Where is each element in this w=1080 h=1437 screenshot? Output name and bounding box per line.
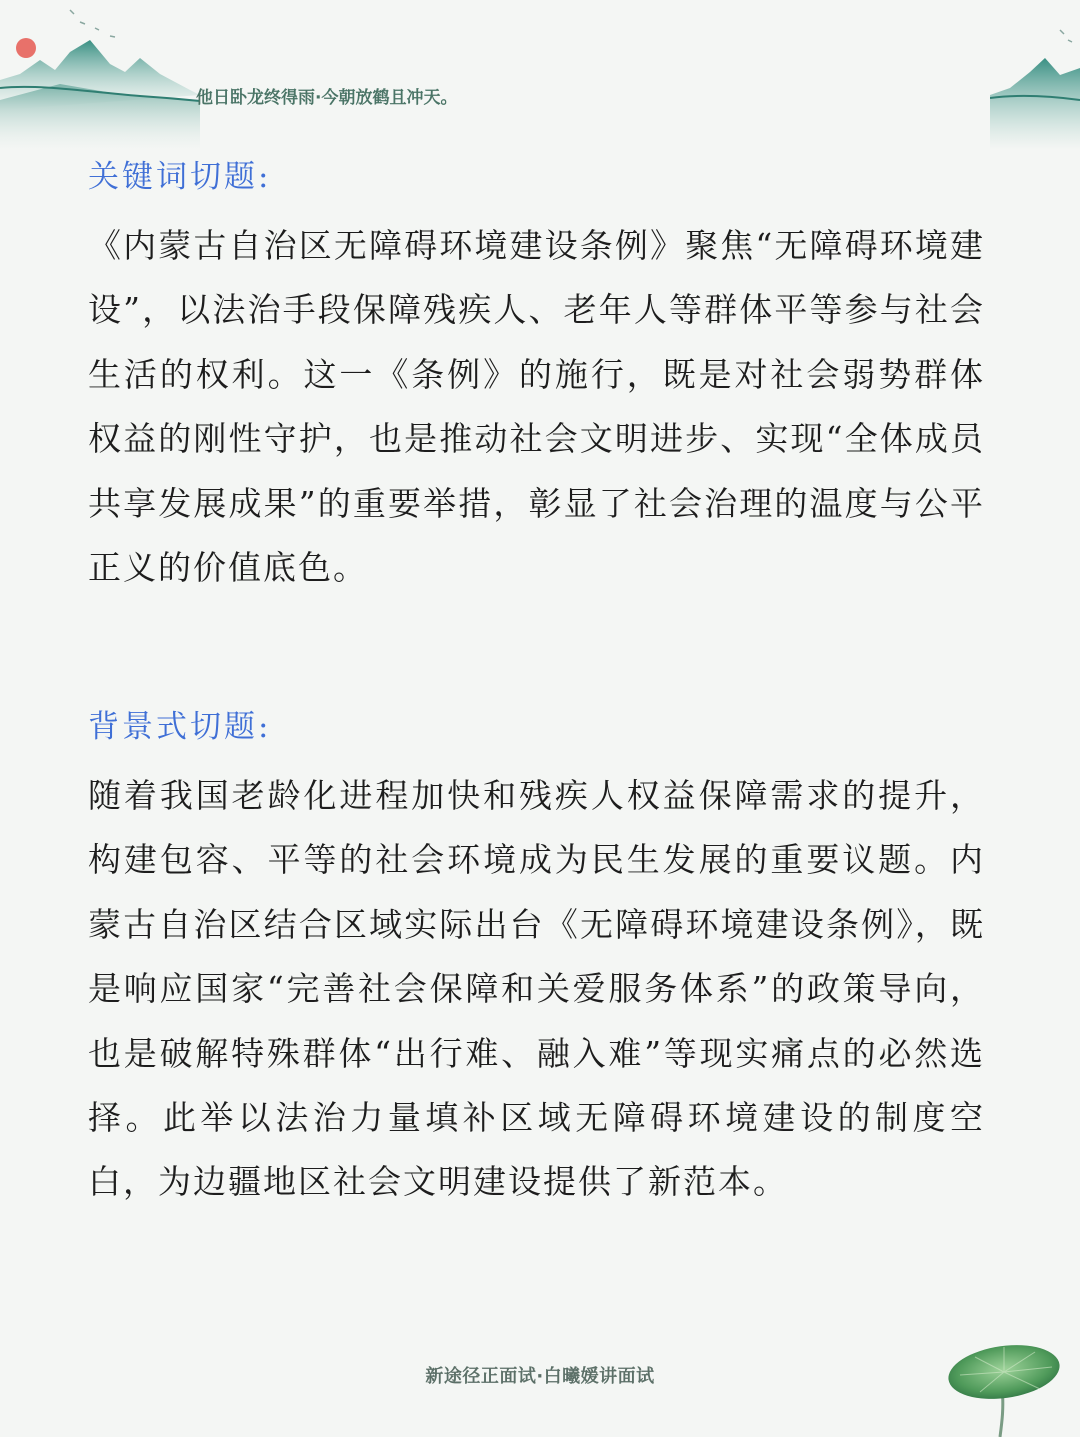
section-body-keyword: 《内蒙古自治区无障碍环境建设条例》聚焦“无障碍环境建设”，以法治手段保障残疾人、老年人等群体平等参与社会生活的权利。这一《条例》的施行，既是对社会弱势群体权益的刚性守护，也是推动社会文明进步、实现“全体成员共享发展成果”的重要举措，彰显了社会治理的温度与公平正义的价值底色。 [88,226,985,588]
mountain-landscape-left-illustration [0,0,300,150]
section-body-background: 随着我国老龄化进程加快和残疾人权益保障需求的提升，构建包容、平等的社会环境成为民生发展的重要议题。内蒙古自治区结合区域实际出台《无障碍环境建设条例》，既是响应国家“完善社会保障和关爱服务体系”的政策导向，也是破解特殊群体“出行难、融入难”等现实痛点的必然选择。此举以法治力量填补区域无障碍环境建设的制度空白，为边疆地区社会文明建设提供了新范本。 [88,776,985,1202]
section-title-keyword: 关键词切题: [88,159,272,195]
section-title-background: 背景式切题: [88,709,272,745]
header-motto: 他日卧龙终得雨·今朝放鹤且冲天。 [196,88,458,108]
lotus-leaf-illustration [940,1327,1080,1437]
footer-motto: 新途径正面试·白曦媛讲面试 [425,1366,655,1387]
mountain-landscape-right-illustration [990,0,1080,150]
red-sun-icon [16,38,36,58]
